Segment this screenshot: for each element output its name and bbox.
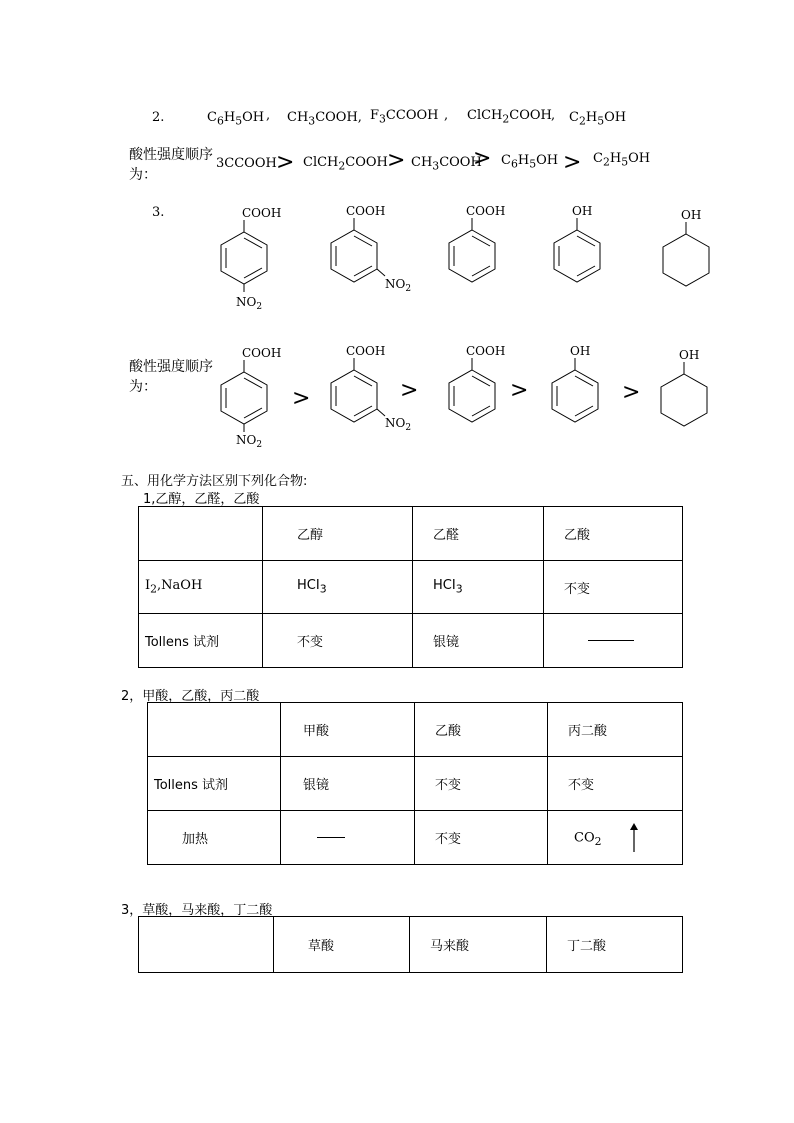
greater-than-sign: > bbox=[473, 146, 492, 171]
table-header-cell: 马来酸 bbox=[410, 917, 547, 973]
table1-caption: 1,乙醇，乙醛，乙酸 bbox=[143, 492, 260, 507]
table-header-cell: 乙酸 bbox=[415, 703, 548, 757]
greater-than-sign: > bbox=[622, 380, 641, 405]
comma: , bbox=[444, 108, 449, 123]
q2-answer-label: 酸性强度顺序为： bbox=[129, 147, 213, 183]
oh-label: OH bbox=[681, 208, 702, 222]
dash-mark bbox=[317, 837, 345, 838]
greater-than-sign: > bbox=[387, 148, 406, 173]
table-row bbox=[139, 561, 683, 614]
phenol-structure bbox=[544, 198, 614, 288]
table-cell: 银镜 bbox=[413, 614, 544, 668]
m-nitrobenzoic-acid-structure bbox=[322, 198, 412, 298]
table-header-cell: 乙酸 bbox=[544, 507, 683, 561]
compound-trifluoroacetic-acid: $F_3CCOOH$ bbox=[370, 108, 439, 126]
greater-than-sign: > bbox=[276, 150, 295, 175]
oh-label: OH bbox=[679, 348, 700, 362]
table-cell bbox=[139, 507, 263, 561]
table-row bbox=[139, 917, 683, 973]
q2-number: 2. bbox=[152, 110, 165, 125]
dash-cell bbox=[544, 614, 683, 668]
section5-title: 五、用化学方法区别下列化合物: bbox=[121, 474, 308, 489]
comma: , bbox=[551, 108, 556, 123]
table-cell-co2: $CO_2$ bbox=[548, 811, 683, 865]
table-cell bbox=[139, 917, 274, 973]
table3 bbox=[138, 916, 683, 973]
table-row bbox=[148, 811, 683, 865]
greater-than-sign: > bbox=[510, 378, 529, 403]
compound-phenol: $C_6H_5OH$ bbox=[207, 110, 265, 128]
table-row bbox=[148, 757, 683, 811]
table-cell: 不变 bbox=[544, 561, 683, 614]
table-row bbox=[139, 507, 683, 561]
oh-label: OH bbox=[570, 344, 591, 358]
order-chloroacetic-acid: ClCH$_2$COOH bbox=[303, 155, 388, 173]
comma: , bbox=[266, 108, 271, 123]
table-cell bbox=[148, 703, 281, 757]
table2-caption: 2，甲酸，乙酸，丙二酸 bbox=[121, 689, 260, 704]
table-cell: 银镜 bbox=[281, 757, 415, 811]
q2-answer-prefix: 3CCOOH bbox=[216, 156, 277, 171]
no2-label: $NO_2$ bbox=[385, 416, 412, 433]
greater-than-sign: > bbox=[400, 378, 419, 403]
order-acetic-acid: $CH_3COOH$ bbox=[411, 155, 482, 173]
table-header-cell: 丁二酸 bbox=[547, 917, 683, 973]
p-nitrobenzoic-acid-structure bbox=[214, 200, 284, 312]
up-arrow-icon bbox=[628, 823, 640, 853]
cooh-label: COOH bbox=[346, 344, 386, 358]
q3-number: 3. bbox=[152, 205, 165, 220]
compound-acetic-acid: $CH_3COOH$, bbox=[287, 110, 362, 128]
table-cell: $HCI_3$ bbox=[263, 561, 413, 614]
table-cell: 不变 bbox=[415, 811, 548, 865]
table-header-cell: 乙醇 bbox=[263, 507, 413, 561]
table-header-cell: 草酸 bbox=[274, 917, 410, 973]
cyclohexanol-structure bbox=[650, 342, 720, 432]
table1 bbox=[138, 506, 683, 668]
q3-answer-label: 酸性强度顺序为： bbox=[129, 359, 213, 395]
row-label-heating: 加热 bbox=[148, 811, 281, 865]
no2-label: $NO_2$ bbox=[236, 295, 263, 312]
compound-ethanol: $C_2H_5OH$ bbox=[569, 110, 627, 128]
dash-cell bbox=[281, 811, 415, 865]
m-nitrobenzoic-acid-structure bbox=[322, 338, 412, 438]
phenol-structure bbox=[542, 338, 612, 428]
table-header-cell: 丙二酸 bbox=[548, 703, 683, 757]
table-row bbox=[148, 703, 683, 757]
oh-label: OH bbox=[572, 204, 593, 218]
no2-label: $NO_2$ bbox=[385, 277, 412, 294]
cooh-label: COOH bbox=[346, 204, 386, 218]
table-cell: 不变 bbox=[263, 614, 413, 668]
row-label-i2-naoh: $I_2,NaOH$ bbox=[139, 561, 263, 614]
cooh-label: COOH bbox=[242, 206, 282, 220]
row-label-tollens: Tollens 试剂 bbox=[139, 614, 263, 668]
cooh-label: COOH bbox=[466, 204, 506, 218]
greater-than-sign: > bbox=[563, 150, 582, 175]
order-ethanol: $C_2H_5OH$ bbox=[593, 151, 651, 169]
benzoic-acid-structure bbox=[440, 338, 510, 428]
cooh-label: COOH bbox=[242, 346, 282, 360]
table-header-cell: 甲酸 bbox=[281, 703, 415, 757]
order-phenol: $C_6H_5OH$ bbox=[501, 153, 559, 171]
no2-label: $NO_2$ bbox=[236, 433, 263, 450]
table-header-cell: 乙醛 bbox=[413, 507, 544, 561]
table-cell: 不变 bbox=[548, 757, 683, 811]
benzoic-acid-structure bbox=[440, 198, 510, 288]
table-cell: $HCI_3$ bbox=[413, 561, 544, 614]
compound-chloroacetic-acid: ClCH$_2$COOH bbox=[467, 108, 552, 126]
dash-mark bbox=[588, 640, 634, 641]
table-row bbox=[139, 614, 683, 668]
p-nitrobenzoic-acid-structure bbox=[214, 340, 284, 452]
greater-than-sign: > bbox=[292, 386, 311, 411]
table-cell: 不变 bbox=[415, 757, 548, 811]
cyclohexanol-structure bbox=[652, 202, 722, 292]
row-label-tollens: Tollens 试剂 bbox=[148, 757, 281, 811]
table2 bbox=[147, 702, 683, 865]
cooh-label: COOH bbox=[466, 344, 506, 358]
table3-caption: 3，草酸，马来酸，丁二酸 bbox=[121, 903, 273, 918]
